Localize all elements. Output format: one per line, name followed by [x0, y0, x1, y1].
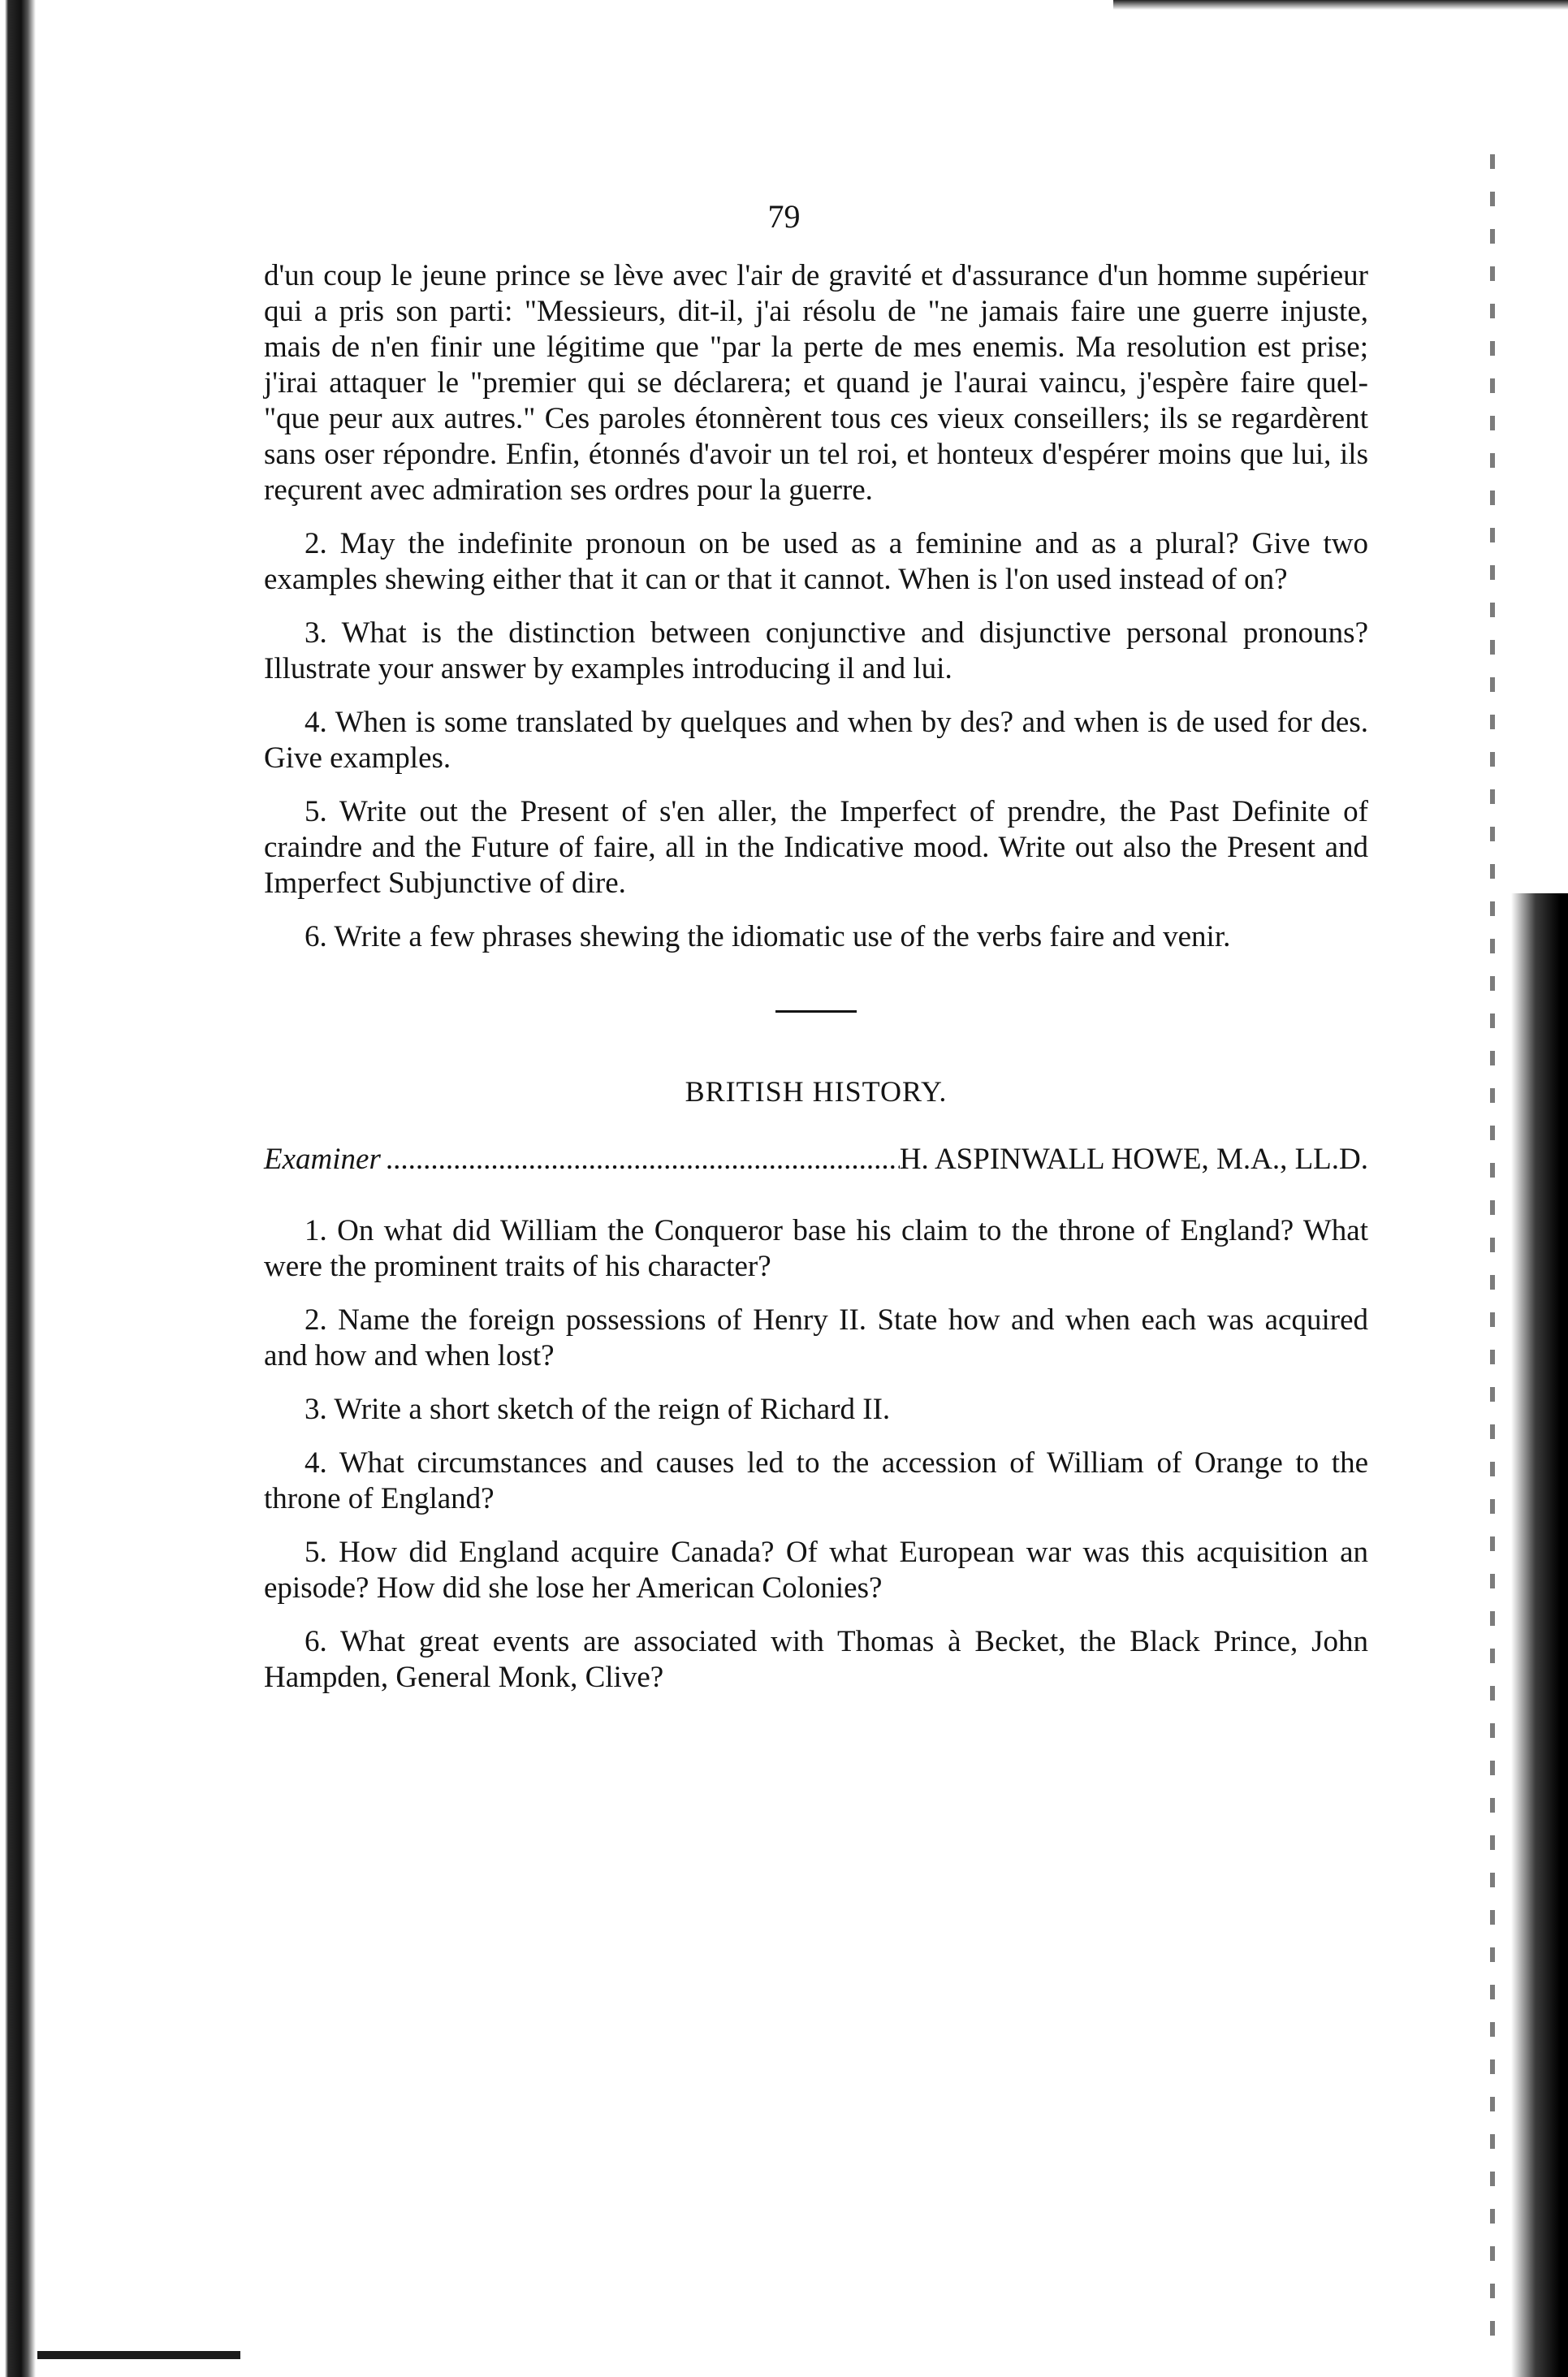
scan-border-left	[0, 0, 37, 2377]
history-question-4: 4. What circumstances and causes led to the accession of William of Orange to the throne of England?	[264, 1446, 1368, 1515]
history-question-1: 1. On what did William the Conqueror base his claim to the throne of England? What were the prominent traits of his character?	[264, 1214, 1368, 1283]
section-divider	[775, 1010, 857, 1013]
examiner-name: H. ASPINWALL HOWE, M.A., LL.D.	[899, 1143, 1368, 1176]
french-question-5: 5. Write out the Present of s'en aller, the Imperfect of prendre, the Past Definite of craindre and the Future of faire, all in the Indicative mood. Write out also the Present and Imperfect Subjunctive of dire.	[264, 795, 1368, 900]
french-question-4: 4. When is some translated by quelques and when by des? and when is de used for des. Give examples.	[264, 706, 1368, 775]
section-heading: BRITISH HISTORY.	[685, 1075, 948, 1108]
french-question-6: 6. Write a few phrases shewing the idiomatic use of the verbs faire and venir.	[305, 920, 1231, 953]
history-question-6: 6. What great events are associated with Thomas à Becket, the Black Prince, John Hampden, General Monk, Clive?	[264, 1625, 1368, 1694]
french-passage: d'un coup le jeune prince se lève avec l'air de gravité et d'assurance d'un homme supérieur qui a pris son parti: "Messieurs, dit-il, j'ai résolu de "ne jamais faire une guerre injuste, mais de n'en finir une légitime que "par la perte de mes enemis. Ma resolution est prise; j'irai attaquer le "premier qui se déclarera; et quand je l'aurai vaincu, j'espère faire quel- "que peur aux autres." Ces paroles étonnèrent tous ces vieux conseillers; ils se regardèrent sans oser répondre. Enfin, étonnés d'avoir un tel roi, et honteux d'espérer moins que lui, ils reçurent avec admiration ses ordres pour la guerre.	[264, 259, 1368, 507]
scan-border-bottom	[37, 2351, 240, 2359]
history-question-3: 3. Write a short sketch of the reign of Richard II.	[305, 1393, 891, 1426]
page-number: 79	[767, 198, 801, 235]
page-content	[264, 258, 1368, 1714]
french-question-3: 3. What is the distinction between conjunctive and disjunctive personal pronouns? Illustrate your answer by examples introducing il and lui.	[264, 616, 1368, 685]
leader-dots	[381, 1142, 900, 1178]
examiner-label: Examiner	[264, 1143, 381, 1176]
scan-border-right	[1511, 893, 1568, 2377]
scan-border-top	[1113, 0, 1568, 10]
scan-edge-marks	[1490, 154, 1495, 2347]
history-question-5: 5. How did England acquire Canada? Of what European war was this acquisition an episode? How did she lose her American Colonies?	[264, 1536, 1368, 1605]
french-question-2: 2. May the indefinite pronoun on be used as a feminine and as a plural? Give two examples shewing either that it can or that it cannot. When is l'on used instead of on?	[264, 527, 1368, 596]
history-question-2: 2. Name the foreign possessions of Henry II. State how and when each was acquired and how and when lost?	[264, 1303, 1368, 1372]
section-divider-wrap	[264, 973, 1368, 1043]
examiner-line	[264, 1142, 1368, 1178]
